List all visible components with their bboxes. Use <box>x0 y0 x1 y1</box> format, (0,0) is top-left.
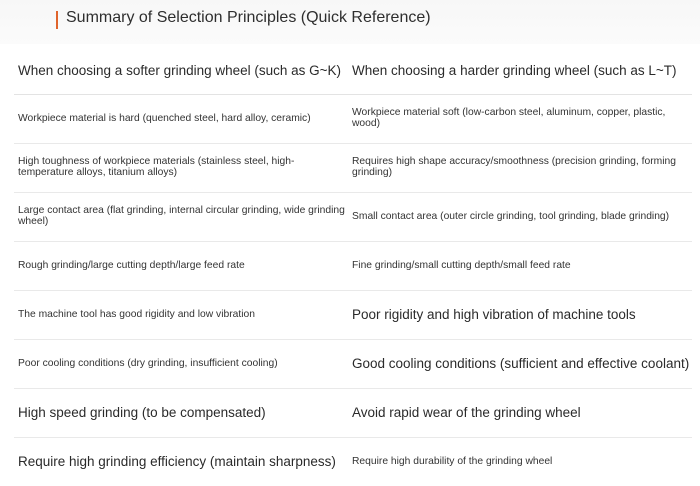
table-cell-harder: Workpiece material soft (low-carbon steel, aluminum, copper, plastic, wood) <box>352 107 666 129</box>
table-cell-softer: High toughness of workpiece materials (stainless steel, high-temperature alloys, titanium alloys) <box>18 156 295 178</box>
table-row <box>14 193 692 242</box>
table-cell-harder: Fine grinding/small cutting depth/small feed rate <box>352 259 571 271</box>
table-row <box>14 389 692 438</box>
accent-bar <box>56 11 58 29</box>
table-cell-softer: Rough grinding/large cutting depth/large feed rate <box>18 259 245 271</box>
table-row <box>14 340 692 389</box>
table-header-row <box>14 48 692 95</box>
table-cell-softer: Require high grinding efficiency (maintain sharpness) <box>18 453 336 469</box>
table-cell-harder: Poor rigidity and high vibration of machine tools <box>352 306 636 322</box>
table-row <box>14 95 692 144</box>
table-cell-softer: High speed grinding (to be compensated) <box>18 404 266 420</box>
table-cell-harder: Avoid rapid wear of the grinding wheel <box>352 404 581 420</box>
table-cell-softer: Large contact area (flat grinding, internal circular grinding, wide grinding wheel) <box>18 205 345 227</box>
table-cell-softer: Poor cooling conditions (dry grinding, insufficient cooling) <box>18 357 278 369</box>
table-row <box>14 291 692 340</box>
table-row <box>14 242 692 291</box>
section-title: Summary of Selection Principles (Quick Reference) <box>66 9 431 26</box>
selection-table <box>14 48 692 486</box>
table-cell-harder: Require high durability of the grinding wheel <box>352 455 553 467</box>
table-row <box>14 144 692 193</box>
table-cell-harder: Good cooling conditions (sufficient and effective coolant) <box>352 355 690 371</box>
column-header-harder: When choosing a harder grinding wheel (such as L~T) <box>352 62 677 78</box>
section-header <box>0 0 700 44</box>
table-cell-harder: Requires high shape accuracy/smoothness (precision grinding, forming grinding) <box>352 156 676 178</box>
table-cell-softer: Workpiece material is hard (quenched steel, hard alloy, ceramic) <box>18 112 311 124</box>
table-cell-softer: The machine tool has good rigidity and low vibration <box>18 308 255 320</box>
column-header-softer: When choosing a softer grinding wheel (such as G~K) <box>18 62 342 78</box>
table-cell-harder: Small contact area (outer circle grinding, tool grinding, blade grinding) <box>352 210 670 222</box>
